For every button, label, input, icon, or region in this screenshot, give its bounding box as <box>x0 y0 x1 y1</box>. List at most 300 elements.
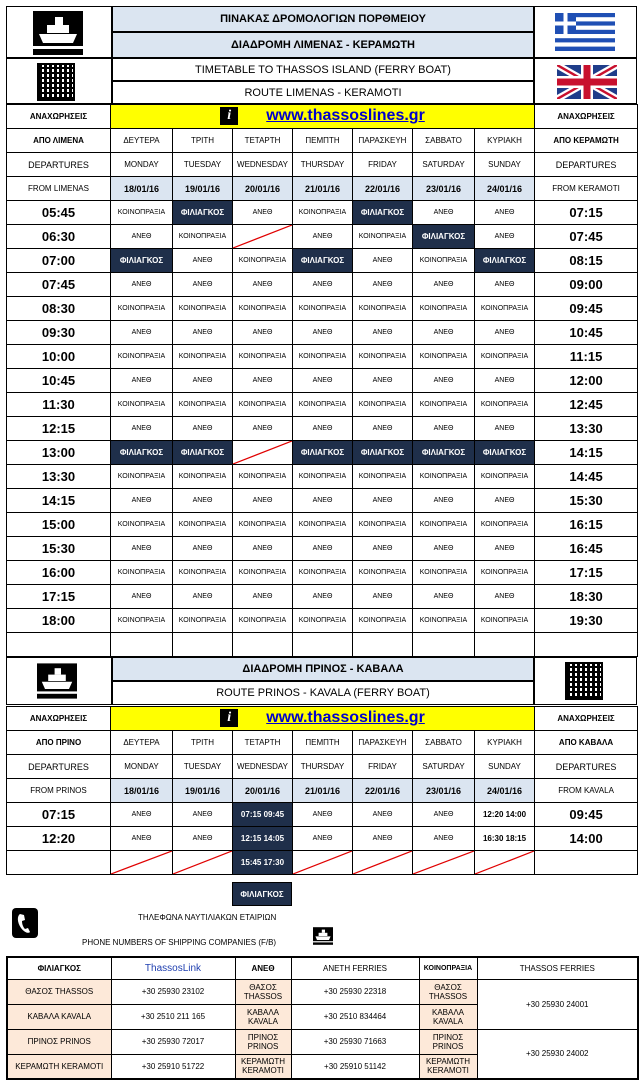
company3-phone: +30 25930 24002 <box>477 1029 638 1079</box>
operator-cell <box>475 465 535 489</box>
operator-label: ΑΝΕΘ <box>131 425 152 432</box>
operator-cell <box>475 513 535 537</box>
operator-label: ΚΟΙΝΟΠΡΑΞΙΑ <box>238 305 287 312</box>
wednesday-extra-operator <box>232 882 292 906</box>
departure-time: 10:00 <box>7 345 111 369</box>
operator-label: ΚΟΙΝΟΠΡΑΞΙΑ <box>480 401 529 408</box>
website-link[interactable]: www.thassoslines.gr <box>266 107 425 125</box>
header-row <box>7 105 638 129</box>
operator-label: ΚΟΙΝΟΠΡΑΞΙΑ <box>358 569 407 576</box>
day-en: WEDNESDAY <box>233 755 293 779</box>
operator-label: ΚΟΙΝΟΠΡΑΞΙΑ <box>358 473 407 480</box>
operator-label: ΑΝΕΘ <box>372 835 393 842</box>
operator-cell <box>233 489 293 513</box>
departure-time: 11:30 <box>7 393 111 417</box>
operator-cell <box>173 609 233 633</box>
operator-cell <box>353 369 413 393</box>
operator-cell <box>233 561 293 585</box>
operator-cell <box>233 345 293 369</box>
operator-label: ΚΟΙΝΟΠΡΑΞΙΑ <box>178 353 227 360</box>
operator-cell <box>293 585 353 609</box>
date-cell: 24/01/16 <box>475 779 535 803</box>
days-gr-row <box>7 731 638 755</box>
operator-cell <box>293 297 353 321</box>
schedule-row <box>7 273 638 297</box>
operator-cell <box>475 417 535 441</box>
left-head-3: DEPARTURES <box>7 153 111 177</box>
operator-cell <box>475 851 535 875</box>
operator-cell <box>173 297 233 321</box>
company1-place: ΚΑΒΑΛΑ KAVALA <box>7 1004 111 1029</box>
operator-label: ΑΝΕΘ <box>252 545 273 552</box>
not-scheduled-slash <box>233 225 292 248</box>
right-head-2: ΑΠΟ ΚΑΒΑΛΑ <box>535 731 638 755</box>
operator-cell <box>413 827 475 851</box>
operator-label: ΑΝΕΘ <box>433 497 454 504</box>
operator-label: ΚΟΙΝΟΠΡΑΞΙΑ <box>298 569 347 576</box>
contacts-title-en: PHONE NUMBERS OF SHIPPING COMPANIES (F/B) <box>82 938 277 947</box>
schedule-row <box>7 201 638 225</box>
operator-label: ΚΟΙΝΟΠΡΑΞΙΑ <box>480 569 529 576</box>
operator-label: ΚΟΙΝΟΠΡΑΞΙΑ <box>480 473 529 480</box>
operator-cell <box>173 441 233 465</box>
operator-cell <box>111 585 173 609</box>
operator-label: ΑΝΕΘ <box>494 497 515 504</box>
operator-cell <box>475 585 535 609</box>
company1-name: ThassosLink <box>111 957 235 979</box>
days-en-row <box>7 153 638 177</box>
date-cell: 21/01/16 <box>293 177 353 201</box>
operator-label: ΑΝΕΘ <box>433 209 454 216</box>
operator-label: 12:15 14:05 <box>240 834 285 843</box>
day-en: THURSDAY <box>293 755 353 779</box>
day-gr: ΤΕΤΑΡΤΗ <box>233 731 293 755</box>
day-en: TUESDAY <box>173 153 233 177</box>
operator-cell <box>353 249 413 273</box>
greek-flag-icon <box>555 13 615 51</box>
operator-label: 07:15 09:45 <box>240 810 285 819</box>
day-en: SUNDAY <box>475 153 535 177</box>
departure-time: 14:15 <box>7 489 111 513</box>
operator-label: ΑΝΕΘ <box>312 281 333 288</box>
operator-cell <box>111 369 173 393</box>
operator-label: ΑΝΕΘ <box>131 281 152 288</box>
return-time: 09:45 <box>535 297 638 321</box>
operator-label: ΚΟΙΝΟΠΡΑΞΙΑ <box>117 353 166 360</box>
operator-cell <box>173 803 233 827</box>
operator-cell <box>413 273 475 297</box>
return-time: 10:45 <box>535 321 638 345</box>
operator-cell <box>475 225 535 249</box>
right-head-3: DEPARTURES <box>535 755 638 779</box>
return-time: 11:15 <box>535 345 638 369</box>
operator-label: ΑΝΕΘ <box>192 497 213 504</box>
departure-time: 18:00 <box>7 609 111 633</box>
ship-icon <box>33 11 83 55</box>
operator-label: ΚΟΙΝΟΠΡΑΞΙΑ <box>178 521 227 528</box>
operator-label: ΚΟΙΝΟΠΡΑΞΙΑ <box>358 617 407 624</box>
operator-label: ΑΝΕΘ <box>494 281 515 288</box>
operator-cell <box>293 851 353 875</box>
operator-label: ΑΝΕΘ <box>312 497 333 504</box>
operator-label: 12:20 14:00 <box>482 810 527 819</box>
departure-time: 12:20 <box>7 827 111 851</box>
company1-place: ΘΑΣΟΣ THASSOS <box>7 979 111 1004</box>
operator-label: ΚΟΙΝΟΠΡΑΞΙΑ <box>298 401 347 408</box>
operator-cell <box>233 297 293 321</box>
return-time: 07:15 <box>535 201 638 225</box>
operator-label: ΑΝΕΘ <box>312 425 333 432</box>
operator-label: ΑΝΕΘ <box>192 377 213 384</box>
company3-place-gr: ΠΡΙΝΟΣ <box>432 1032 464 1042</box>
operator-label: ΑΝΕΘ <box>372 329 393 336</box>
section2-route-gr: ΔΙΑΔΡΟΜΗ ΠΡΙΝΟΣ - ΚΑΒΑΛΑ <box>242 663 404 675</box>
day-en: MONDAY <box>111 755 173 779</box>
dates-row <box>7 177 638 201</box>
schedule-row <box>7 513 638 537</box>
return-time: 08:15 <box>535 249 638 273</box>
company3-place <box>419 1004 477 1029</box>
left-head-1: ΑΝΑΧΩΡΗΣΕΙΣ <box>7 707 111 731</box>
operator-label: ΚΟΙΝΟΠΡΑΞΙΑ <box>238 353 287 360</box>
schedule-row <box>7 225 638 249</box>
operator-label: ΑΝΕΘ <box>252 281 273 288</box>
company3-phone: +30 25930 24001 <box>477 979 638 1029</box>
operator-label: ΚΟΙΝΟΠΡΑΞΙΑ <box>480 305 529 312</box>
operator-cell <box>173 537 233 561</box>
operator-label: ΑΝΕΘ <box>252 497 273 504</box>
departure-time: 10:45 <box>7 369 111 393</box>
uk-flag-icon <box>557 65 617 99</box>
operator-cell <box>293 827 353 851</box>
operator-cell <box>413 345 475 369</box>
dates-row <box>7 779 638 803</box>
left-head-2: ΑΠΟ ΛΙΜΕΝΑ <box>7 129 111 153</box>
website-link[interactable]: www.thassoslines.gr <box>266 709 425 727</box>
operator-label: ΚΟΙΝΟΠΡΑΞΙΑ <box>419 257 468 264</box>
operator-cell <box>173 513 233 537</box>
operator-cell <box>111 489 173 513</box>
operator-label: ΑΝΕΘ <box>131 593 152 600</box>
operator-cell <box>233 393 293 417</box>
operator-cell <box>173 417 233 441</box>
operator-label: ΚΟΙΝΟΠΡΑΞΙΑ <box>238 401 287 408</box>
operator-cell <box>173 851 233 875</box>
operator-cell <box>475 249 535 273</box>
operator-cell <box>233 441 293 465</box>
return-time: 12:00 <box>535 369 638 393</box>
section2-qr-cell <box>534 657 637 705</box>
operator-cell <box>111 393 173 417</box>
operator-label: ΚΟΙΝΟΠΡΑΞΙΑ <box>419 305 468 312</box>
operator-cell <box>293 465 353 489</box>
day-gr: ΠΑΡΑΣΚΕΥΗ <box>353 731 413 755</box>
operator-label: ΦΙΛΙΑΓΚΟΣ <box>300 256 345 265</box>
operator-label: ΚΟΙΝΟΠΡΑΞΙΑ <box>358 401 407 408</box>
operator-label: ΑΝΕΘ <box>433 281 454 288</box>
operator-label: ΚΟΙΝΟΠΡΑΞΙΑ <box>117 569 166 576</box>
operator-cell <box>233 201 293 225</box>
date-cell: 21/01/16 <box>293 779 353 803</box>
company2-place <box>235 1029 291 1054</box>
company2-phone: +30 25910 51142 <box>291 1054 419 1079</box>
date-cell: 18/01/16 <box>111 177 173 201</box>
schedule-row <box>7 537 638 561</box>
contacts-title-gr: ΤΗΛΕΦΩΝΑ ΝΑΥΤΙΛΙΑΚΩΝ ΕΤΑΙΡΙΩΝ <box>138 913 277 922</box>
operator-cell <box>413 249 475 273</box>
company3-name: THASSOS FERRIES <box>477 957 638 979</box>
operator-cell <box>173 489 233 513</box>
company1-phone: +30 2510 211 165 <box>111 1004 235 1029</box>
operator-cell <box>173 827 233 851</box>
operator-cell <box>475 297 535 321</box>
operator-label: ΑΝΕΘ <box>131 377 152 384</box>
operator-cell <box>173 585 233 609</box>
operator-cell <box>353 513 413 537</box>
departure-time: 07:45 <box>7 273 111 297</box>
schedule-row <box>7 585 638 609</box>
departure-time: 13:30 <box>7 465 111 489</box>
not-scheduled-slash <box>353 851 412 874</box>
company2-place <box>235 979 291 1004</box>
operator-label: ΦΙΛΙΑΓΚΟΣ <box>180 448 225 457</box>
day-gr: ΚΥΡΙΑΚΗ <box>475 731 535 755</box>
operator-cell <box>111 321 173 345</box>
operator-cell <box>111 609 173 633</box>
section2-route-en-row <box>112 681 534 705</box>
day-gr: ΔΕΥΤΕΡΑ <box>111 129 173 153</box>
left-head-4: FROM PRINOS <box>7 779 111 803</box>
operator-label: ΑΝΕΘ <box>433 593 454 600</box>
date-cell: 24/01/16 <box>475 177 535 201</box>
operator-cell <box>111 225 173 249</box>
company2-place-gr: ΠΡΙΝΟΣ <box>247 1032 279 1042</box>
prinos-kavala-timetable <box>6 706 638 875</box>
company1-phone: +30 25930 72017 <box>111 1029 235 1054</box>
operator-label: ΑΝΕΘ <box>312 377 333 384</box>
operator-cell <box>413 609 475 633</box>
operator-label: ΑΝΕΘ <box>192 835 213 842</box>
qr-code-icon <box>37 63 75 101</box>
operator-label: 15:45 17:30 <box>240 858 285 867</box>
schedule-row <box>7 561 638 585</box>
section2-route-en: ROUTE PRINOS - KAVALA (FERRY BOAT) <box>216 687 430 699</box>
operator-label: ΚΟΙΝΟΠΡΑΞΙΑ <box>358 353 407 360</box>
operator-label: ΑΝΕΘ <box>494 545 515 552</box>
day-en: FRIDAY <box>353 755 413 779</box>
operator-label: ΚΟΙΝΟΠΡΑΞΙΑ <box>178 569 227 576</box>
operator-label: ΚΟΙΝΟΠΡΑΞΙΑ <box>178 305 227 312</box>
operator-cell <box>353 489 413 513</box>
operator-cell <box>233 585 293 609</box>
operator-cell <box>173 273 233 297</box>
empty-cell <box>475 633 535 657</box>
operator-cell <box>293 803 353 827</box>
empty-cell <box>233 633 293 657</box>
operator-cell <box>233 803 293 827</box>
operator-cell <box>353 851 413 875</box>
operator-label: ΚΟΙΝΟΠΡΑΞΙΑ <box>480 617 529 624</box>
operator-cell <box>233 417 293 441</box>
operator-label: ΦΙΛΙΑΓΚΟΣ <box>482 448 527 457</box>
company2-place <box>235 1004 291 1029</box>
operator-cell <box>413 441 475 465</box>
wednesday-extra-operator-label: ΦΙΛΙΑΓΚΟΣ <box>240 889 284 899</box>
operator-label: ΚΟΙΝΟΠΡΑΞΙΑ <box>238 617 287 624</box>
date-cell: 19/01/16 <box>173 779 233 803</box>
not-scheduled-slash <box>413 851 474 874</box>
company2-place-gr: ΘΑΣΟΣ <box>249 982 277 992</box>
operator-label: ΑΝΕΘ <box>433 835 454 842</box>
company2-place-gr: ΚΑΒΑΛΑ <box>246 1007 280 1017</box>
return-time: 19:30 <box>535 609 638 633</box>
operator-label: ΑΝΕΘ <box>131 811 152 818</box>
day-gr: ΠΕΜΠΤΗ <box>293 731 353 755</box>
operator-cell <box>233 273 293 297</box>
return-time: 07:45 <box>535 225 638 249</box>
company1-place: ΠΡΙΝΟΣ PRINOS <box>7 1029 111 1054</box>
operator-label: ΚΟΙΝΟΠΡΑΞΙΑ <box>238 569 287 576</box>
left-head-1: ΑΝΑΧΩΡΗΣΕΙΣ <box>7 105 111 129</box>
operator-cell <box>353 417 413 441</box>
operator-label: ΚΟΙΝΟΠΡΑΞΙΑ <box>117 305 166 312</box>
operator-label: ΚΟΙΝΟΠΡΑΞΙΑ <box>419 521 468 528</box>
operator-cell <box>353 225 413 249</box>
return-time: 14:15 <box>535 441 638 465</box>
operator-label: ΚΟΙΝΟΠΡΑΞΙΑ <box>419 569 468 576</box>
right-head-4: FROM KAVALA <box>535 779 638 803</box>
operator-cell <box>475 537 535 561</box>
operator-cell <box>233 249 293 273</box>
ship-icon <box>313 927 333 945</box>
operator-label: ΚΟΙΝΟΠΡΑΞΙΑ <box>178 233 227 240</box>
operator-cell <box>475 369 535 393</box>
operator-label: ΑΝΕΘ <box>494 329 515 336</box>
operator-cell <box>353 803 413 827</box>
section2-route-gr-row <box>112 657 534 681</box>
right-head-1: ΑΝΑΧΩΡΗΣΕΙΣ <box>535 105 638 129</box>
operator-cell <box>293 441 353 465</box>
operator-label: ΑΝΕΘ <box>433 329 454 336</box>
operator-cell <box>413 225 475 249</box>
operator-label: ΑΝΕΘ <box>131 835 152 842</box>
departure-time: 16:00 <box>7 561 111 585</box>
operator-label: ΑΝΕΘ <box>252 425 273 432</box>
return-time: 16:45 <box>535 537 638 561</box>
operator-label: ΑΝΕΘ <box>372 377 393 384</box>
header-row <box>7 707 638 731</box>
company2-place-en: KERAMOTI <box>242 1066 284 1076</box>
operator-label: ΚΟΙΝΟΠΡΑΞΙΑ <box>419 617 468 624</box>
operator-cell <box>413 297 475 321</box>
day-gr: ΣΑΒΒΑΤΟ <box>413 129 475 153</box>
operator-label: ΦΙΛΙΑΓΚΟΣ <box>360 208 405 217</box>
qr-code-icon <box>565 662 603 700</box>
schedule-row <box>7 803 638 827</box>
operator-label: ΚΟΙΝΟΠΡΑΞΙΑ <box>178 617 227 624</box>
operator-label: ΑΝΕΘ <box>433 425 454 432</box>
operator-label: ΦΙΛΙΑΓΚΟΣ <box>421 232 466 241</box>
operator-cell <box>111 297 173 321</box>
operator-cell <box>475 345 535 369</box>
operator-cell <box>413 369 475 393</box>
operator-cell <box>111 201 173 225</box>
operator-cell <box>293 561 353 585</box>
company1-phone: +30 25930 23102 <box>111 979 235 1004</box>
empty-cell <box>535 633 638 657</box>
operator-label: ΑΝΕΘ <box>433 377 454 384</box>
operator-label: ΑΝΕΘ <box>312 593 333 600</box>
date-cell: 20/01/16 <box>233 779 293 803</box>
left-head-2: ΑΠΟ ΠΡΙΝΟ <box>7 731 111 755</box>
day-gr: ΠΑΡΑΣΚΕΥΗ <box>353 129 413 153</box>
operator-cell <box>173 393 233 417</box>
company3-place-en: KERAMOTI <box>427 1066 469 1076</box>
left-head-3: DEPARTURES <box>7 755 111 779</box>
operator-label: ΑΝΕΘ <box>312 233 333 240</box>
website-cell <box>111 105 535 129</box>
operator-label: ΚΟΙΝΟΠΡΑΞΙΑ <box>298 353 347 360</box>
schedule-row <box>7 465 638 489</box>
right-head-4: FROM KERAMOTI <box>535 177 638 201</box>
date-cell: 23/01/16 <box>413 177 475 201</box>
operator-label: ΑΝΕΘ <box>192 593 213 600</box>
departure-time: 06:30 <box>7 225 111 249</box>
info-icon: i <box>220 709 238 727</box>
operator-cell <box>293 201 353 225</box>
company2-place-en: KAVALA <box>248 1016 278 1026</box>
operator-label: ΑΝΕΘ <box>312 835 333 842</box>
operator-label: ΚΟΙΝΟΠΡΑΞΙΑ <box>238 257 287 264</box>
route-en-row <box>112 81 534 104</box>
operator-cell <box>353 441 413 465</box>
operator-label: ΚΟΙΝΟΠΡΑΞΙΑ <box>419 401 468 408</box>
not-scheduled-slash <box>111 851 172 874</box>
operator-cell <box>233 609 293 633</box>
departure-time: 15:00 <box>7 513 111 537</box>
empty-cell <box>353 633 413 657</box>
not-scheduled-slash <box>293 851 352 874</box>
empty-cell <box>173 633 233 657</box>
operator-cell <box>111 513 173 537</box>
operator-cell <box>475 827 535 851</box>
operator-cell <box>353 537 413 561</box>
operator-label: ΑΝΕΘ <box>372 811 393 818</box>
empty-cell <box>7 633 111 657</box>
empty-cell <box>111 633 173 657</box>
operator-label: ΑΝΕΘ <box>131 545 152 552</box>
operator-cell <box>353 345 413 369</box>
title-gr: ΠΙΝΑΚΑΣ ΔΡΟΜΟΛΟΓΙΩΝ ΠΟΡΘΜΕΙΟΥ <box>220 13 426 25</box>
departure-time: 15:30 <box>7 537 111 561</box>
operator-cell <box>293 537 353 561</box>
schedule-row <box>7 827 638 851</box>
operator-label: ΑΝΕΘ <box>372 425 393 432</box>
company3-place <box>419 979 477 1004</box>
operator-cell <box>111 249 173 273</box>
day-en: TUESDAY <box>173 755 233 779</box>
schedule-row <box>7 851 638 875</box>
operator-label: ΑΝΕΘ <box>192 329 213 336</box>
operator-cell <box>293 249 353 273</box>
day-gr: ΤΡΙΤΗ <box>173 731 233 755</box>
return-time: 17:15 <box>535 561 638 585</box>
operator-cell <box>233 369 293 393</box>
not-scheduled-slash <box>475 851 534 874</box>
right-head-2: ΑΠΟ ΚΕΡΑΜΩΤΗ <box>535 129 638 153</box>
not-scheduled-slash <box>173 851 232 874</box>
schedule-row <box>7 345 638 369</box>
